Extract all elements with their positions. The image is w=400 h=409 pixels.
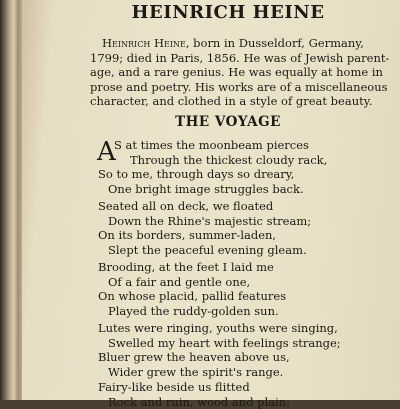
poem-stanza-5 — [98, 380, 358, 409]
author-heading: HEINRICH HEINE — [78, 2, 378, 24]
poem-stanza-2 — [98, 199, 358, 257]
bio-line-text: , born in Dusseldorf, Germany, — [186, 36, 364, 50]
poem-line: Wider grew the spirit's range. — [98, 365, 358, 380]
poem-line: Brooding, at the feet I laid me — [98, 260, 358, 275]
poem-line: On whose placid, pallid features — [98, 289, 358, 304]
poem-line: Played the ruddy-golden sun. — [98, 304, 358, 319]
poem-stanza-4 — [98, 321, 358, 379]
poem-line: On its borders, summer-laden, — [98, 228, 358, 243]
book-page — [22, 0, 400, 400]
poem-stanza-1 — [98, 138, 358, 196]
adjacent-page-edge — [0, 0, 14, 400]
poem-line: Slept the peaceful evening gleam. — [98, 243, 358, 258]
poem-line: Fairy-like beside us flitted — [98, 380, 358, 395]
poem-line: Down the Rhine's majestic stream; — [98, 214, 358, 229]
drop-cap-letter: A — [97, 140, 116, 164]
poem-line: So to me, through days so dreary, — [98, 167, 358, 182]
bio-line: character, and clothed in a style of great beauty. — [90, 94, 390, 109]
poem-title: THE VOYAGE — [78, 114, 378, 130]
bio-line — [90, 36, 390, 51]
poem-line: Bluer grew the heaven above us, — [98, 350, 358, 365]
poem-line: Lutes were ringing, youths were singing, — [98, 321, 358, 336]
poem-stanza-3 — [98, 260, 358, 318]
bio-line: 1799; died in Paris, 1856. He was of Jewish parent- — [90, 51, 390, 66]
poem-line: Seated all on deck, we floated — [98, 199, 358, 214]
poem-line: One bright image struggles back. — [98, 182, 358, 197]
poem-line: Rock and ruin, wood and plain; — [98, 395, 358, 409]
poem-line: Of a fair and gentle one, — [98, 275, 358, 290]
bio-name-smallcaps: Heinrich Heine — [102, 36, 186, 50]
poem-line: S at times the moonbeam pierces — [98, 138, 358, 153]
poem-line: Swelled my heart with feelings strange; — [98, 336, 358, 351]
bio-line: prose and poetry. His works are of a miscellaneous — [90, 80, 390, 95]
author-biography — [90, 36, 390, 109]
bio-line: age, and a rare genius. He was equally at home in — [90, 65, 390, 80]
poem-line: Through the thickest cloudy rack, — [98, 153, 358, 168]
